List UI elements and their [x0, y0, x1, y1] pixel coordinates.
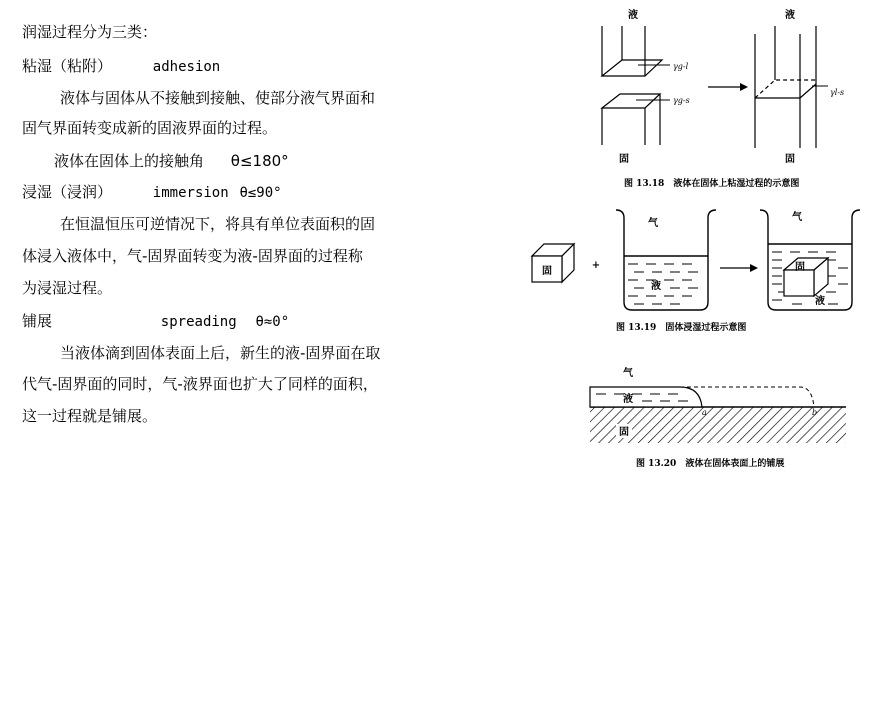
point-b-label: b: [812, 408, 818, 417]
spreading-desc-1: 当液体滴到固体表面上后，新生的液-固界面在取: [60, 344, 381, 362]
adhesion-desc-2: 固气界面转变成新的固液界面的过程。: [22, 119, 278, 137]
fig3-liquid-label: 液: [623, 394, 633, 405]
fig3-caption: 图 13.20 液体在固体表面上的铺展: [636, 459, 785, 469]
adhesion-angle-text: 液体在固体上的接触角: [54, 152, 205, 170]
immersion-desc-2: 体浸入液体中，气-固界面转变为液-固界面的过程称: [22, 247, 363, 265]
immersion-arrow: [720, 264, 758, 272]
spreading-english: spreading: [160, 314, 237, 330]
fig1-solid-right-label: 固: [785, 154, 795, 165]
plus-sign: +: [591, 260, 601, 271]
liquid-dashes-left: [628, 264, 698, 304]
gamma-leaders: [636, 65, 670, 100]
figure-spreading: [590, 362, 852, 474]
fig1-solid-left-label: 固: [619, 154, 629, 165]
liquid-column-upper: [602, 26, 662, 76]
fig1-liquid-left-label: 液: [628, 10, 638, 21]
immersed-solid-block: [784, 258, 828, 296]
adhesion-desc-1: 液体与固体从不接触到接触、使部分液气界面和: [60, 89, 376, 107]
fig2-gas-left-label: 气: [648, 218, 658, 229]
spreading-desc-2: 代气-固界面的同时，气-液界面也扩大了同样的面积，: [22, 375, 378, 393]
process-arrow: [708, 83, 748, 91]
point-a-label: a: [702, 408, 707, 417]
adhesion-title: [22, 56, 220, 77]
fig3-solid-label: 固: [619, 427, 629, 438]
adhesion-diagram: [590, 0, 850, 195]
spreading-desc-3: 这一过程就是铺展。: [22, 407, 158, 425]
fig2-liquid-left-label: 液: [651, 281, 661, 292]
immersion-title: [22, 182, 282, 203]
immersion-desc-1: 在恒温恒压可逆情况下，将具有单位表面积的固: [60, 215, 376, 233]
fig3-gas-label: 气: [623, 368, 633, 379]
solid-column-lower: [602, 94, 660, 145]
spreading-term: 铺展: [22, 312, 53, 330]
fig1-caption: 图 13.18 液体在固体上粘湿过程的示意图: [624, 179, 800, 189]
immersion-english: immersion: [152, 185, 229, 201]
gamma-gs-label: γg-s: [673, 96, 690, 105]
immersion-diagram: [528, 200, 858, 340]
adhesion-term: 粘湿（粘附）: [22, 57, 113, 75]
fig2-liquid-right-label: 液: [815, 296, 825, 307]
spreading-title: [22, 311, 289, 332]
spreading-diagram: [590, 362, 852, 474]
gamma-gl-label: γg-l: [673, 62, 689, 71]
fig2-caption: 图 13.19 固体浸湿过程示意图: [616, 323, 747, 333]
adhesion-english: adhesion: [152, 59, 221, 75]
fig2-solid-inside-label: 固: [795, 262, 805, 273]
spreading-angle-value: θ≈0°: [255, 314, 290, 330]
gamma-ls-label: γl-s: [830, 88, 845, 97]
immersion-angle-value: θ≤90°: [239, 185, 282, 201]
merged-column: [755, 26, 816, 148]
liquid-layer: [590, 387, 702, 407]
fig2-gas-right-label: 气: [792, 212, 802, 223]
fig1-liquid-right-label: 液: [785, 10, 795, 21]
immersion-desc-3: 为浸湿过程。: [22, 279, 113, 297]
adhesion-angle-value: θ≤180°: [230, 152, 289, 170]
fig2-solid-block-label: 固: [542, 266, 552, 277]
immersion-term: 浸湿（浸润）: [22, 183, 113, 201]
figure-immersion: [528, 200, 858, 340]
solid-block: [532, 244, 574, 282]
adhesion-angle: [54, 151, 289, 171]
heading: 润湿过程分为三类：: [22, 23, 158, 41]
beaker-left: [616, 210, 716, 310]
figure-adhesion: [590, 0, 850, 195]
